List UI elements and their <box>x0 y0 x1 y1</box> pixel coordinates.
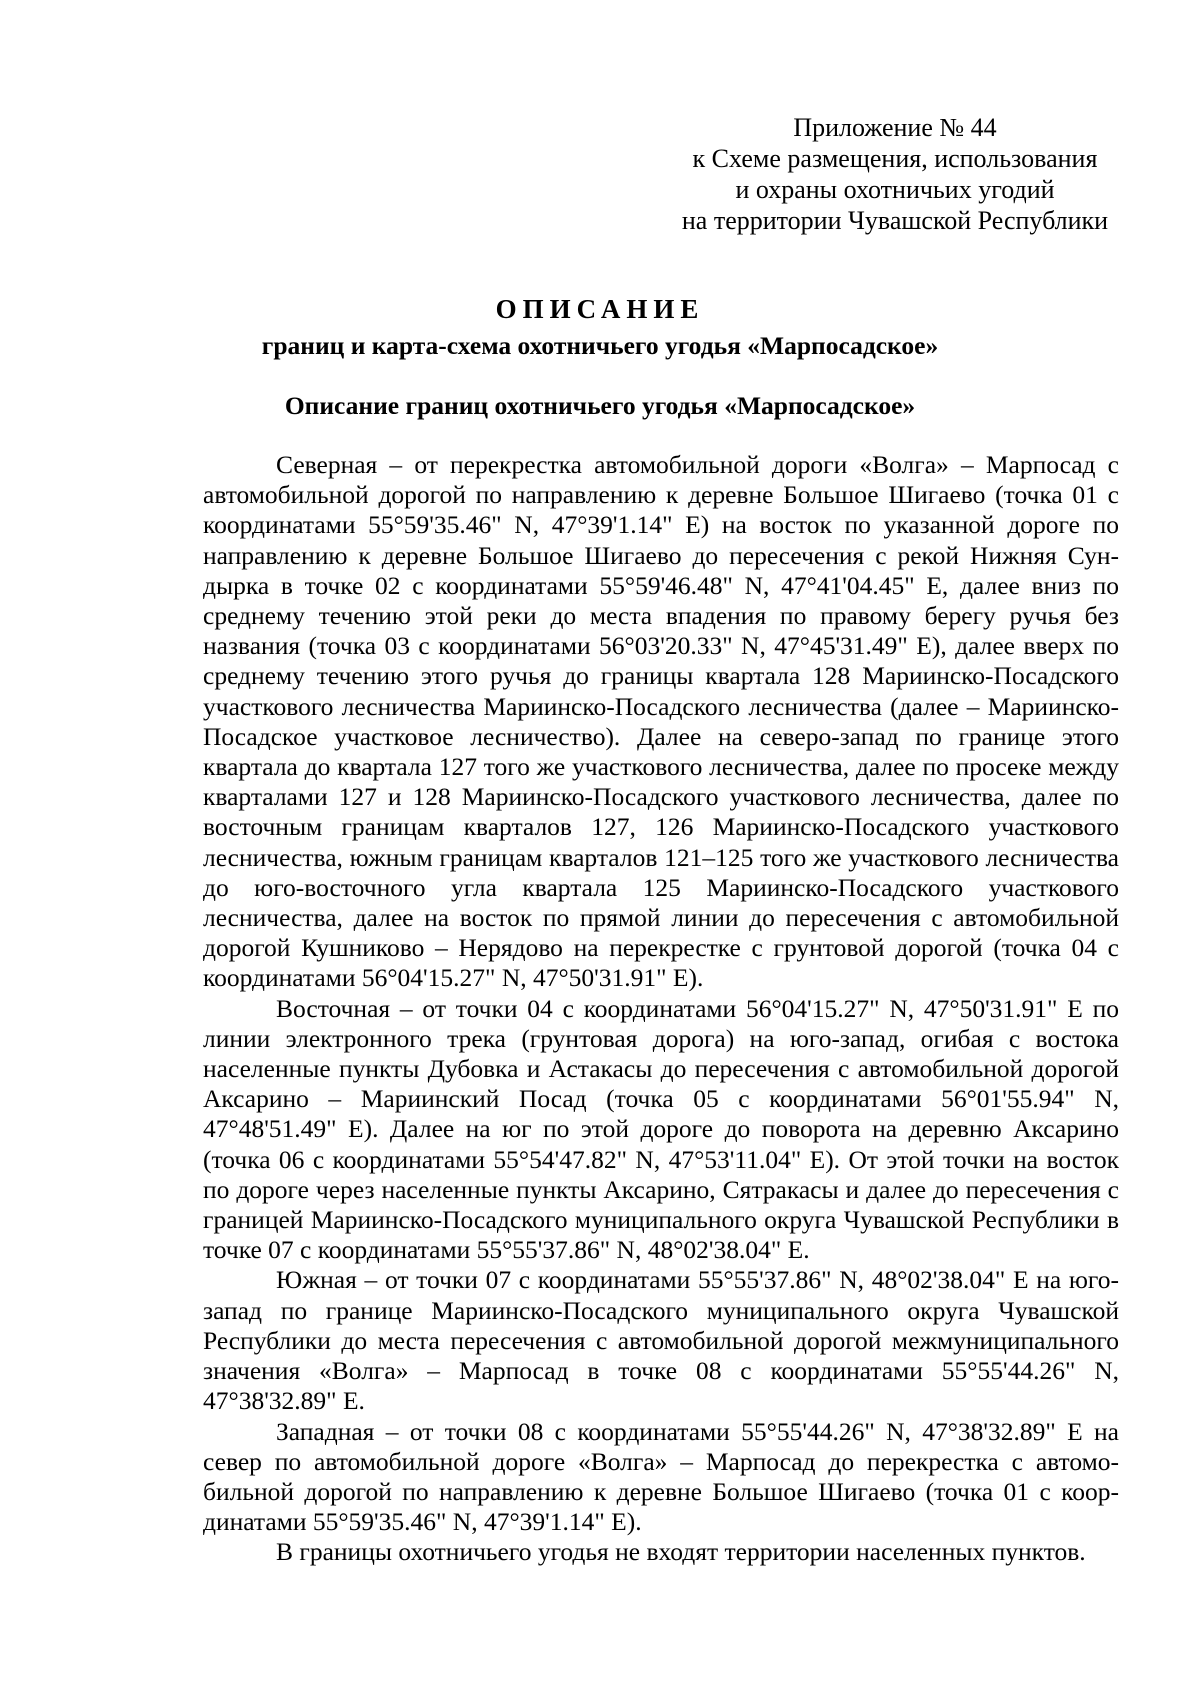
paragraph-north: Северная – от перекрестка автомобильной дороги «Волга» – Марпосад с автомобильной дорогой по направлению к деревне Большое Шигаево (точка 01 с координатами 55°59'35.46" N, 47°39'1.14" E) на восток по указанной дороге по направлению к деревне Большое Шигаево до пересечения с рекой Нижняя Сундырка в точке 02 с координатами 55°59'46.48" N, 47°41'04.45" E, далее вниз по среднему течению этой реки до места впадения по правому берегу ручья без названия (точка 03 с координатами 56°03'20.33" N, 47°45'31.49" E), далее вверх по среднему течению этого ручья до границы квартала 128 Мариинско-Посадского участкового лесничества Мариинско-Посадского лесничества (далее – Мариинско-Посадское участковое лесничество). Далее на северо-запад по границе этого квартала до квартала 127 того же участкового лесничества, далее по просеке между кварталами 127 и 128 Мариинско-Посадского участкового лесничества, далее по восточным границам кварталов 127, 126 Мариинско-Посадского участкового лесничества, южным границам кварталов 121–125 того же участкового лесничества до юго-восточного угла квартала 125 Мариинско-Посадского участкового лесничества, далее на восток по прямой линии до пересечения с автомобильной дорогой Кушниково – Нерядово на перекрестке с грунтовой дорогой (точка 04 с координатами 56°04'15.27" N, 47°50'31.91" E). <box>203 450 1119 993</box>
appendix-line-scheme: к Схеме размещения, использования <box>692 144 1098 173</box>
paragraph-south: Южная – от точки 07 с координатами 55°55'37.86" N, 48°02'38.04" E на юго-запад по границе Мариинско-Посадского муниципального округа Чувашской Республики до места пересечения с автомобильной дорогой межмуниципального значения «Волга» – Марпосад в точке 08 с координатами 55°55'44.26" N, 47°38'32.89" E. <box>203 1265 1119 1416</box>
paragraph-east: Восточная – от точки 04 с координатами 56°04'15.27" N, 47°50'31.91" E по линии электронного трека (грунтовая дорога) на юго-запад, огибая с востока населенные пункты Дубовка и Астакасы до пересечения с автомобильной дорогой Аксарино – Мариинский Посад (точка 05 с координатами 56°01'55.94" N, 47°48'51.49" E). Далее на юг по этой дороге до поворота на деревню Аксарино (точка 06 с координатами 55°54'47.82" N, 47°53'11.04" E). От этой точки на восток по дороге через населенные пункты Аксарино, Сятракасы и далее до пересечения с границей Мариинско-Посадского муниципального округа Чувашской Республики в точке 07 с координатами 55°55'37.86" N, 48°02'38.04" E. <box>203 993 1119 1265</box>
document-subtitle: границ и карта-схема охотничьего угодья «Марпосадское» <box>261 331 939 360</box>
appendix-line-protection: и охраны охотничьих угодий <box>735 175 1055 204</box>
paragraph-west: Западная – от точки 08 с координатами 55°55'44.26" N, 47°38'32.89" E на север по автомобильной дороге «Волга» – Марпосад до перекрестка с автомобильной дорогой по направлению к деревне Большое Шигаево (точка 01 с координатами 55°59'35.46" N, 47°39'1.14" E). <box>203 1416 1119 1537</box>
appendix-line-number: Приложение № 44 <box>793 113 997 142</box>
paragraph-exclusion: В границы охотничьего угодья не входят территории населенных пунктов. <box>276 1537 1086 1567</box>
section-heading: Описание границ охотничьего угодья «Марпосадское» <box>284 391 916 420</box>
boundary-description <box>203 450 1119 1568</box>
appendix-line-territory: на территории Чувашской Республики <box>681 206 1109 235</box>
document-title: ОПИСАНИЕ <box>495 294 705 324</box>
appendix-header <box>660 112 1130 236</box>
